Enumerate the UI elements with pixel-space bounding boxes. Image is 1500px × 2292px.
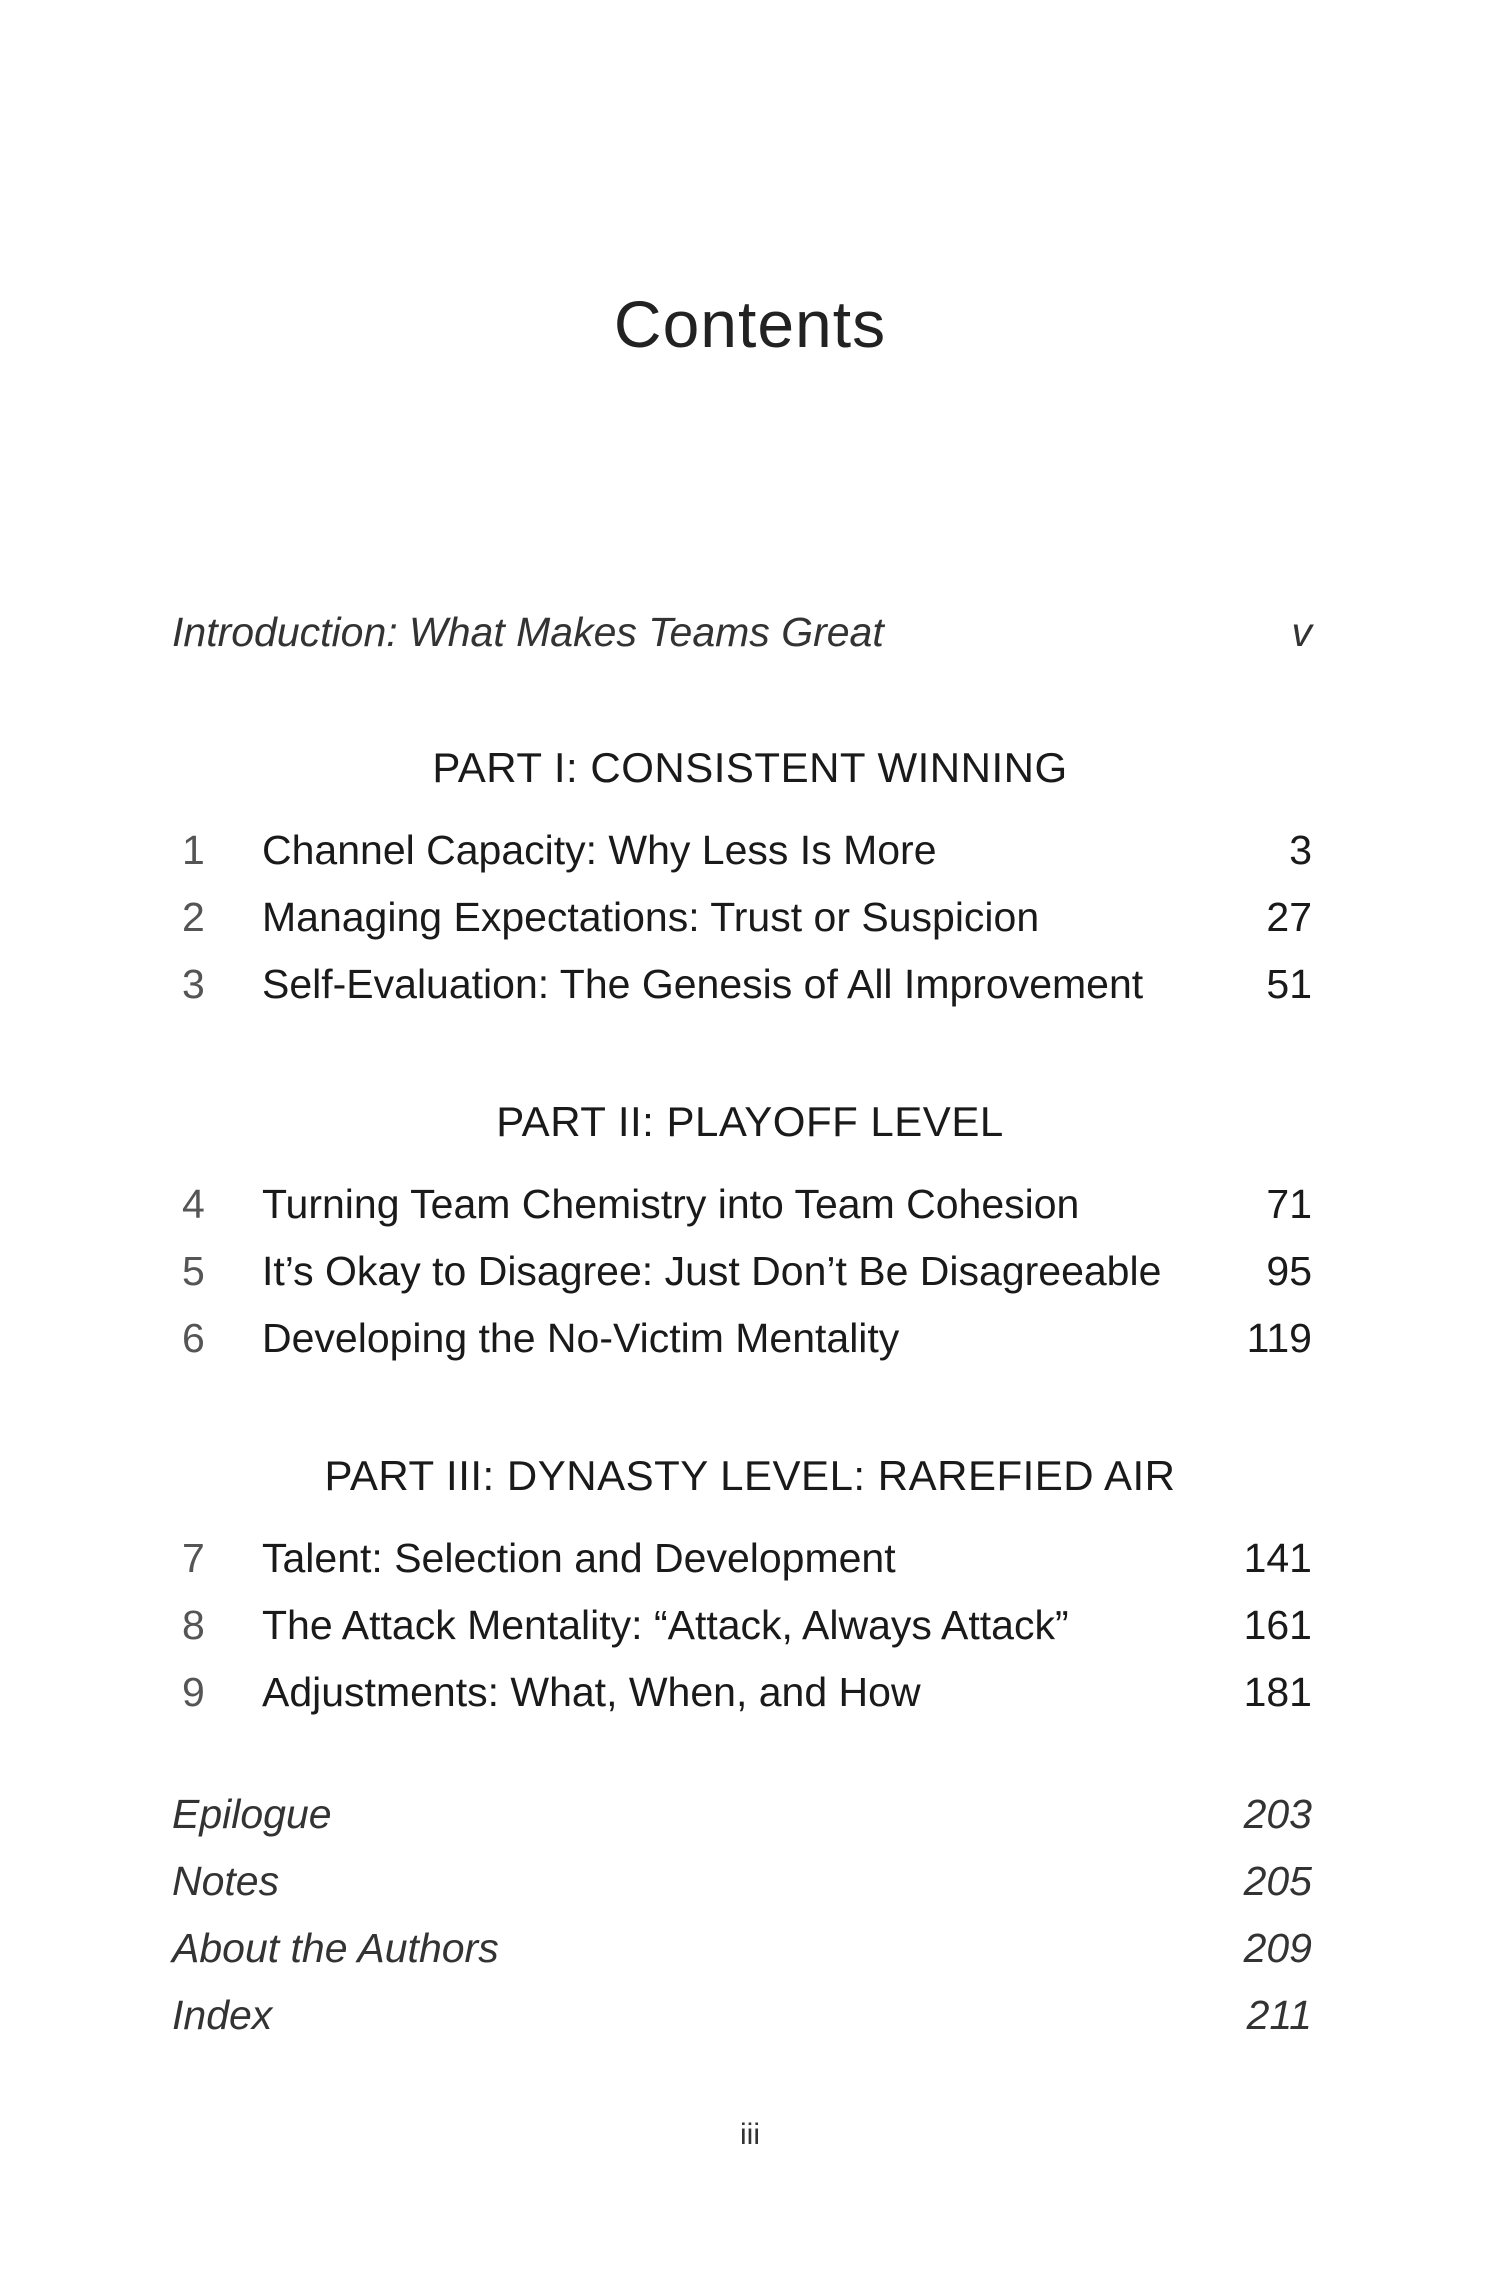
toc-entry-label: It’s Okay to Disagree: Just Don’t Be Disagreeable [262, 1248, 1162, 1294]
chapter-number: 8 [182, 1602, 205, 1648]
toc-entry-label: The Attack Mentality: “Attack, Always Attack” [262, 1602, 1069, 1648]
toc-entry-label: Talent: Selection and Development [262, 1535, 896, 1581]
toc-entry-page: 205 [1243, 1858, 1312, 1904]
chapter-number: 3 [182, 961, 205, 1007]
toc-entry-index [172, 1985, 1312, 2045]
chapter-number: 9 [182, 1669, 205, 1715]
toc-entry-page: v [1291, 609, 1312, 655]
toc-entry-label: Epilogue [172, 1791, 332, 1837]
toc-entry-label: Turning Team Chemistry into Team Cohesion [262, 1181, 1080, 1227]
page-number: iii [740, 2118, 760, 2151]
toc-entry-chapter [172, 887, 1312, 947]
toc-entry-chapter [172, 1308, 1312, 1368]
toc-entry-label: Self-Evaluation: The Genesis of All Improvement [262, 961, 1144, 1007]
chapter-number: 2 [182, 894, 205, 940]
toc-entry-page: 3 [1289, 827, 1312, 873]
toc-entry-notes [172, 1851, 1312, 1911]
toc-entry-chapter [172, 1174, 1312, 1234]
toc-entry-chapter [172, 954, 1312, 1014]
chapter-number: 1 [182, 827, 205, 873]
part-heading-3: PART III: DYNASTY LEVEL: RAREFIED AIR [324, 1452, 1176, 1499]
toc-entry-page: 95 [1266, 1248, 1312, 1294]
toc-entry-page: 209 [1243, 1925, 1312, 1971]
part-heading-1: PART I: CONSISTENT WINNING [432, 744, 1068, 791]
toc-entry-label: About the Authors [172, 1925, 499, 1971]
toc-entry-label: Notes [172, 1858, 280, 1904]
toc-entry-page: 161 [1243, 1602, 1312, 1648]
toc-entry-introduction [172, 602, 1312, 662]
toc-entry-page: 141 [1243, 1535, 1312, 1581]
page-title: Contents [613, 287, 887, 361]
toc-entry-chapter [172, 820, 1312, 880]
toc-entry-page: 211 [1246, 1992, 1312, 2038]
toc-entry-label: Index [172, 1992, 273, 2038]
toc-entry-chapter [172, 1595, 1312, 1655]
toc-entry-page: 119 [1246, 1315, 1312, 1361]
toc-entry-page: 71 [1266, 1181, 1312, 1227]
toc-entry-page: 181 [1243, 1669, 1312, 1715]
toc-entry-chapter [172, 1241, 1312, 1301]
toc-entry-page: 51 [1266, 961, 1312, 1007]
toc-entry-epilogue [172, 1784, 1312, 1844]
chapter-number: 6 [182, 1315, 205, 1361]
toc-entry-page: 203 [1243, 1791, 1312, 1837]
toc-entry-label: Adjustments: What, When, and How [262, 1669, 921, 1715]
toc-entry-about-authors [172, 1918, 1312, 1978]
toc-entry-page: 27 [1266, 894, 1312, 940]
part-heading-2: PART II: PLAYOFF LEVEL [496, 1098, 1004, 1145]
toc-entry-label: Channel Capacity: Why Less Is More [262, 827, 937, 873]
toc-entry-label: Managing Expectations: Trust or Suspicion [262, 894, 1040, 940]
chapter-number: 7 [182, 1535, 205, 1581]
chapter-number: 5 [182, 1248, 205, 1294]
toc-entry-label: Developing the No-Victim Mentality [262, 1315, 900, 1361]
toc-entry-label: Introduction: What Makes Teams Great [172, 609, 884, 655]
toc-entry-chapter [172, 1528, 1312, 1588]
toc-entry-chapter [172, 1662, 1312, 1722]
chapter-number: 4 [182, 1181, 205, 1227]
